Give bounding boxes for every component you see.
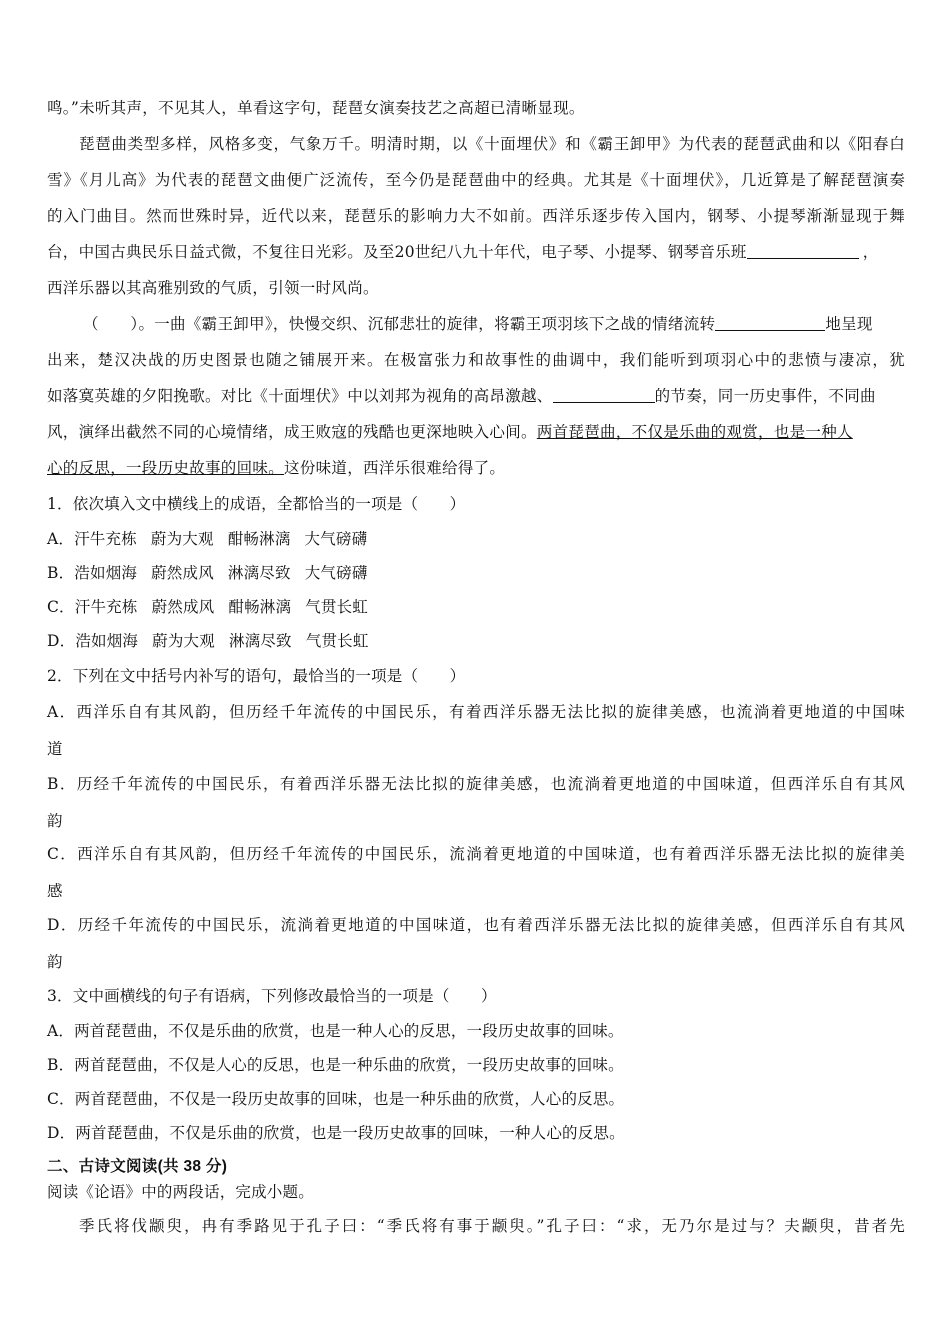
option-b: B．浩如烟海 蔚然成风 淋漓尽致 大气磅礴 (47, 564, 368, 582)
option-d: D．历经千年流传的中国民乐，流淌着更地道的中国味道，也有着西洋乐器无法比拟的旋律美感，但西洋乐自有其风 (47, 916, 905, 934)
passage-text: 地呈现 (825, 315, 873, 333)
option-d-cont: 韵 (47, 953, 63, 971)
section-instruction: 阅读《论语》中的两段话，完成小题。 (47, 1183, 314, 1201)
option-b: B．两首琵琶曲，不仅是人心的反思，也是一种乐曲的欣赏，一段历史故事的回味。 (47, 1056, 624, 1074)
option-a-cont: 道 (47, 740, 63, 758)
option-c: C．两首琵琶曲，不仅是一段历史故事的回味，也是一种乐曲的欣赏，人心的反思。 (47, 1090, 625, 1108)
option-a: A．西洋乐自有其风韵，但历经千年流传的中国民乐，有着西洋乐器无法比拟的旋律美感，也流淌着更地道的中国味 (47, 703, 905, 721)
passage-line (47, 386, 876, 406)
option-b-cont: 韵 (47, 812, 63, 830)
fill-blank (747, 244, 859, 259)
passage-text: 的节奏，同一历史事件，不同曲 (654, 387, 876, 405)
passage-line (47, 422, 853, 442)
question-stem: 3．文中画横线的句子有语病，下列修改最恰当的一项是（ ） (47, 987, 497, 1005)
passage-line: 鸣。”未听其声，不见其人，单看这字句，琵琶女演奏技艺之高超已清晰显现。 (47, 99, 585, 117)
option-c: C．西洋乐自有其风韵，但历经千年流传的中国民乐，流淌着更地道的中国味道，也有着西洋乐器无法比拟的旋律美 (47, 845, 905, 863)
passage-line: 雪》《月儿高》为代表的琵琶文曲便广泛流传，至今仍是琵琶曲中的经典。尤其是《十面埋伏》，几近算是了解琵琶演奏 (47, 171, 905, 189)
passage-text: 风，演绎出截然不同的心境情绪，成王败寇的残酷也更深地映入心间。 (47, 423, 537, 441)
option-b: B．历经千年流传的中国民乐，有着西洋乐器无法比拟的旋律美感，也流淌着更地道的中国味道，但西洋乐自有其风 (47, 775, 905, 793)
fill-blank (553, 388, 655, 403)
passage-line: 出来，楚汉决战的历史图景也随之铺展开来。在极富张力和故事性的曲调中，我们能听到项羽心中的悲愤与凄凉，犹 (47, 351, 905, 369)
passage-line: 西洋乐器以其高雅别致的气质，引领一时风尚。 (47, 279, 379, 297)
question-stem: 1．依次填入文中横线上的成语，全都恰当的一项是（ ） (47, 495, 466, 513)
passage-line (47, 242, 879, 262)
passage-line: 的入门曲目。然而世殊时异，近代以来，琵琶乐的影响力大不如前。西洋乐逐步传入国内，钢琴、小提琴渐渐显现于舞 (47, 207, 905, 225)
question-stem: 2．下列在文中括号内补写的语句，最恰当的一项是（ ） (47, 667, 466, 685)
option-a: A．汗牛充栋 蔚为大观 酣畅淋漓 大气磅礴 (47, 530, 368, 548)
passage-line: 季氏将伐颛臾，冉有季路见于孔子曰：“季氏将有事于颛臾。”孔子曰：“求，无乃尔是过与？夫颛臾，昔者先 (79, 1217, 905, 1235)
passage-line (47, 458, 505, 478)
fill-blank (715, 316, 825, 331)
option-d: D．两首琵琶曲，不仅是乐曲的欣赏，也是一段历史故事的回味，一种人心的反思。 (47, 1124, 625, 1142)
option-c: C．汗牛充栋 蔚然成风 酣畅淋漓 气贯长虹 (47, 598, 368, 616)
option-d: D．浩如烟海 蔚为大观 淋漓尽致 气贯长虹 (47, 632, 369, 650)
underlined-sentence: 两首琵琶曲，不仅是乐曲的观赏，也是一种人 (536, 423, 853, 441)
option-a: A．两首琵琶曲，不仅是乐曲的欣赏，也是一种人心的反思，一段历史故事的回味。 (47, 1022, 624, 1040)
section-heading: 二、古诗文阅读(共 38 分) (47, 1158, 228, 1175)
passage-text: （ ）。一曲《霸王卸甲》，快慢交织、沉郁悲壮的旋律，将霸王项羽垓下之战的情绪流转 (83, 315, 716, 333)
passage-line: 琵琶曲类型多样，风格多变，气象万千。明清时期，以《十面埋伏》和《霸王卸甲》为代表的琵琶武曲和以《阳春白 (79, 135, 905, 153)
passage-text: 这份味道，西洋乐很难给得了。 (284, 459, 506, 477)
option-c-cont: 感 (47, 882, 63, 900)
underlined-sentence: 心的反思，一段历史故事的回味。 (47, 459, 285, 477)
passage-text: ， (862, 243, 879, 261)
passage-text: 台，中国古典民乐日益式微，不复往日光彩。及至20世纪八九十年代，电子琴、小提琴、钢琴音乐班 (47, 243, 747, 261)
passage-line (47, 314, 873, 334)
passage-text: 如落寞英雄的夕阳挽歌。对比《十面埋伏》中以刘邦为视角的高昂激越、 (47, 387, 553, 405)
